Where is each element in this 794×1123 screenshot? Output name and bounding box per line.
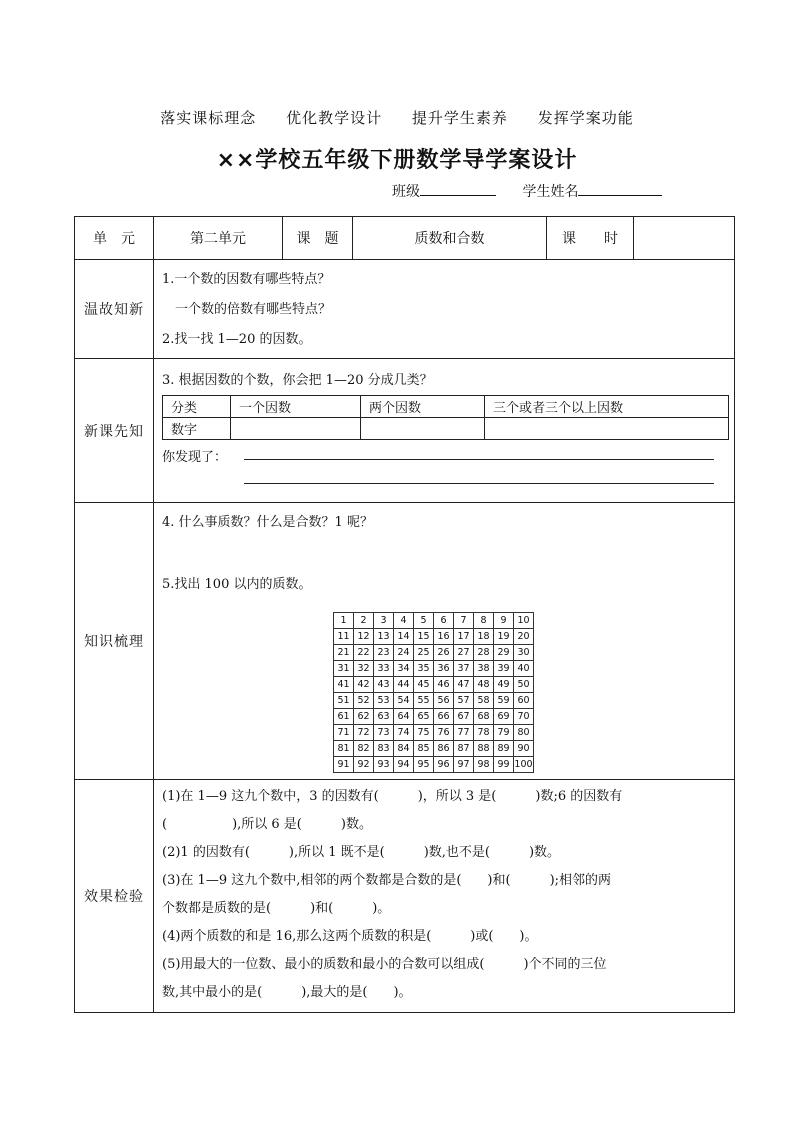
grid-cell[interactable]: 98 <box>474 757 494 773</box>
grid-cell[interactable]: 39 <box>494 661 514 677</box>
grid-cell[interactable]: 63 <box>374 709 394 725</box>
grid-row <box>334 741 534 757</box>
grid-row <box>334 757 534 773</box>
class-row-label: 数字 <box>163 418 231 440</box>
grid-cell[interactable]: 91 <box>334 757 354 773</box>
grid-cell[interactable]: 64 <box>394 709 414 725</box>
review-row <box>75 260 735 359</box>
grid-cell[interactable]: 50 <box>514 677 534 693</box>
grid-cell[interactable]: 77 <box>454 725 474 741</box>
period-label: 课 时 <box>547 217 634 260</box>
grid-cell[interactable]: 3 <box>374 613 394 629</box>
grid-cell[interactable]: 47 <box>454 677 474 693</box>
motto-2: 优化教学设计 <box>286 109 383 127</box>
grid-cell[interactable]: 99 <box>494 757 514 773</box>
class-header-one-factor: 一个因数 <box>231 396 361 418</box>
grid-cell[interactable]: 65 <box>414 709 434 725</box>
grid-cell[interactable]: 59 <box>494 693 514 709</box>
classification-number-row <box>163 418 729 440</box>
grid-cell[interactable]: 83 <box>374 741 394 757</box>
grid-cell[interactable]: 87 <box>454 741 474 757</box>
grid-cell[interactable]: 26 <box>434 645 454 661</box>
effect-line-7: (5)用最大的一位数、最小的质数和最小的合数可以组成( )个不同的三位 <box>162 957 607 972</box>
motto-3: 提升学生素养 <box>411 109 508 127</box>
effect-line-6: (4)两个质数的和是 16,那么这两个质数的积是( )或( )。 <box>162 929 538 944</box>
grid-cell[interactable]: 25 <box>414 645 434 661</box>
class-label: 班级 <box>392 184 420 200</box>
grid-cell[interactable]: 53 <box>374 693 394 709</box>
grid-cell[interactable]: 57 <box>454 693 474 709</box>
motto-line <box>0 107 794 128</box>
grid-cell[interactable]: 61 <box>334 709 354 725</box>
grid-cell[interactable]: 42 <box>354 677 374 693</box>
effect-line-8: 数,其中最小的是( ),最大的是( )。 <box>162 985 412 1000</box>
knowledge-question-4: 4. 什么事质数？什么是合数？1 呢？ <box>162 515 373 530</box>
grid-cell[interactable]: 84 <box>394 741 414 757</box>
grid-cell[interactable]: 46 <box>434 677 454 693</box>
grid-cell[interactable]: 55 <box>414 693 434 709</box>
found-section <box>162 446 726 486</box>
grid-cell[interactable]: 10 <box>514 613 534 629</box>
effect-line-3: (2)1 的因数有( ),所以 1 既不是( )数,也不是( )数。 <box>162 845 561 860</box>
grid-cell[interactable]: 37 <box>454 661 474 677</box>
grid-cell[interactable]: 38 <box>474 661 494 677</box>
grid-row <box>334 693 534 709</box>
unit-label: 单 元 <box>75 217 154 260</box>
grid-cell[interactable]: 100 <box>514 757 534 773</box>
grid-cell[interactable]: 68 <box>474 709 494 725</box>
grid-cell[interactable]: 30 <box>514 645 534 661</box>
grid-cell[interactable]: 9 <box>494 613 514 629</box>
grid-cell[interactable]: 56 <box>434 693 454 709</box>
review-line-1: 1.一个数的因数有哪些特点？ <box>162 272 331 287</box>
grid-cell[interactable]: 2 <box>354 613 374 629</box>
grid-cell[interactable]: 17 <box>454 629 474 645</box>
grid-cell[interactable]: 22 <box>354 645 374 661</box>
grid-row <box>334 661 534 677</box>
classification-table <box>162 395 729 440</box>
grid-cell[interactable]: 70 <box>514 709 534 725</box>
effect-line-1: (1)在 1—9 这九个数中，3 的因数有( )，所以 3 是( )数;6 的因数有 <box>162 789 623 804</box>
grid-cell[interactable]: 18 <box>474 629 494 645</box>
grid-cell[interactable]: 81 <box>334 741 354 757</box>
grid-cell[interactable]: 33 <box>374 661 394 677</box>
grid-cell[interactable]: 23 <box>374 645 394 661</box>
grid-cell[interactable]: 90 <box>514 741 534 757</box>
grid-cell[interactable]: 95 <box>414 757 434 773</box>
page-title: ××学校五年级下册数学导学案设计 <box>216 148 578 173</box>
found-answer-line-2[interactable] <box>244 483 714 484</box>
grid-cell[interactable]: 69 <box>494 709 514 725</box>
grid-cell[interactable]: 93 <box>374 757 394 773</box>
grid-cell[interactable]: 14 <box>394 629 414 645</box>
grid-cell[interactable]: 67 <box>454 709 474 725</box>
motto-1: 落实课标理念 <box>160 109 257 127</box>
class-cell-three-or-more[interactable] <box>485 418 729 440</box>
grid-row <box>334 677 534 693</box>
grid-cell[interactable]: 4 <box>394 613 414 629</box>
grid-cell[interactable]: 96 <box>434 757 454 773</box>
grid-cell[interactable]: 80 <box>514 725 534 741</box>
grid-row <box>334 629 534 645</box>
grid-cell[interactable]: 79 <box>494 725 514 741</box>
effect-line-5: 个数都是质数的是( )和( )。 <box>162 901 391 916</box>
topic-value: 质数和合数 <box>353 217 547 260</box>
grid-cell[interactable]: 62 <box>354 709 374 725</box>
grid-cell[interactable]: 86 <box>434 741 454 757</box>
found-label: 你发现了： <box>162 450 228 465</box>
preview-question: 3. 根据因数的个数，你会把 1—20 分成几类？ <box>162 373 433 388</box>
grid-cell[interactable]: 27 <box>454 645 474 661</box>
preview-content <box>154 359 735 503</box>
motto-4: 发挥学案功能 <box>537 109 634 127</box>
grid-cell[interactable]: 52 <box>354 693 374 709</box>
grid-cell[interactable]: 28 <box>474 645 494 661</box>
grid-cell[interactable]: 31 <box>334 661 354 677</box>
grid-cell[interactable]: 66 <box>434 709 454 725</box>
grid-cell[interactable]: 12 <box>354 629 374 645</box>
grid-cell[interactable]: 45 <box>414 677 434 693</box>
grid-cell[interactable]: 40 <box>514 661 534 677</box>
class-header-category: 分类 <box>163 396 231 418</box>
grid-row <box>334 613 534 629</box>
grid-cell[interactable]: 72 <box>354 725 374 741</box>
classification-header-row <box>163 396 729 418</box>
grid-row <box>334 645 534 661</box>
grid-cell[interactable]: 44 <box>394 677 414 693</box>
preview-label: 新课先知 <box>75 359 154 503</box>
grid-cell[interactable]: 15 <box>414 629 434 645</box>
grid-cell[interactable]: 76 <box>434 725 454 741</box>
unit-value: 第二单元 <box>154 217 283 260</box>
class-header-two-factors: 两个因数 <box>361 396 485 418</box>
grid-cell[interactable]: 5 <box>414 613 434 629</box>
grid-cell[interactable]: 48 <box>474 677 494 693</box>
grid-cell[interactable]: 97 <box>454 757 474 773</box>
grid-cell[interactable]: 7 <box>454 613 474 629</box>
knowledge-question-5: 5.找出 100 以内的质数。 <box>162 577 312 592</box>
student-name-input-line[interactable] <box>578 182 662 196</box>
grid-row <box>334 725 534 741</box>
review-label: 温故知新 <box>75 260 154 359</box>
grid-cell[interactable]: 13 <box>374 629 394 645</box>
grid-cell[interactable]: 85 <box>414 741 434 757</box>
review-content <box>154 260 735 359</box>
knowledge-row <box>75 503 735 780</box>
grid-cell[interactable]: 41 <box>334 677 354 693</box>
grid-cell[interactable]: 24 <box>394 645 414 661</box>
grid-cell[interactable]: 29 <box>494 645 514 661</box>
grid-cell[interactable]: 49 <box>494 677 514 693</box>
class-header-three-or-more: 三个或者三个以上因数 <box>485 396 729 418</box>
grid-cell[interactable]: 6 <box>434 613 454 629</box>
class-cell-two-factors[interactable] <box>361 418 485 440</box>
grid-cell[interactable]: 54 <box>394 693 414 709</box>
grid-row <box>334 709 534 725</box>
grid-cell[interactable]: 8 <box>474 613 494 629</box>
grid-cell[interactable]: 82 <box>354 741 374 757</box>
grid-cell[interactable]: 34 <box>394 661 414 677</box>
hundred-number-grid <box>333 612 534 773</box>
grid-cell[interactable]: 32 <box>354 661 374 677</box>
grid-cell[interactable]: 60 <box>514 693 534 709</box>
grid-cell[interactable]: 16 <box>434 629 454 645</box>
grid-cell[interactable]: 58 <box>474 693 494 709</box>
grid-cell[interactable]: 36 <box>434 661 454 677</box>
class-cell-one-factor[interactable] <box>231 418 361 440</box>
review-line-3: 2.找一找 1—20 的因数。 <box>162 332 312 347</box>
effect-label: 效果检验 <box>75 780 154 1013</box>
grid-cell[interactable]: 94 <box>394 757 414 773</box>
grid-cell[interactable]: 73 <box>374 725 394 741</box>
grid-cell[interactable]: 1 <box>334 613 354 629</box>
table-header-row <box>75 217 735 260</box>
knowledge-label: 知识梳理 <box>75 503 154 780</box>
grid-cell[interactable]: 71 <box>334 725 354 741</box>
grid-cell[interactable]: 51 <box>334 693 354 709</box>
grid-cell[interactable]: 20 <box>514 629 534 645</box>
grid-cell[interactable]: 11 <box>334 629 354 645</box>
student-name-label: 学生姓名 <box>522 184 579 200</box>
grid-cell[interactable]: 88 <box>474 741 494 757</box>
effect-line-4: (3)在 1—9 这九个数中,相邻的两个数都是合数的是( )和( );相邻的两 <box>162 873 612 888</box>
grid-cell[interactable]: 43 <box>374 677 394 693</box>
topic-label: 课 题 <box>283 217 353 260</box>
found-answer-line-1[interactable] <box>244 459 714 460</box>
grid-cell[interactable]: 92 <box>354 757 374 773</box>
lesson-table <box>74 216 735 1013</box>
grid-cell[interactable]: 19 <box>494 629 514 645</box>
period-value[interactable] <box>634 217 735 260</box>
grid-cell[interactable]: 78 <box>474 725 494 741</box>
grid-cell[interactable]: 74 <box>394 725 414 741</box>
grid-cell[interactable]: 21 <box>334 645 354 661</box>
knowledge-content <box>154 503 735 780</box>
grid-cell[interactable]: 75 <box>414 725 434 741</box>
preview-row <box>75 359 735 503</box>
student-info <box>392 181 662 201</box>
review-line-2: 一个数的倍数有哪些特点？ <box>162 302 332 317</box>
grid-cell[interactable]: 89 <box>494 741 514 757</box>
effect-content <box>154 780 735 1013</box>
number-grid-wrapper <box>333 612 726 773</box>
effect-row <box>75 780 735 1013</box>
effect-line-2: ( ),所以 6 是( )数。 <box>162 817 372 832</box>
grid-cell[interactable]: 35 <box>414 661 434 677</box>
class-input-line[interactable] <box>420 182 496 196</box>
